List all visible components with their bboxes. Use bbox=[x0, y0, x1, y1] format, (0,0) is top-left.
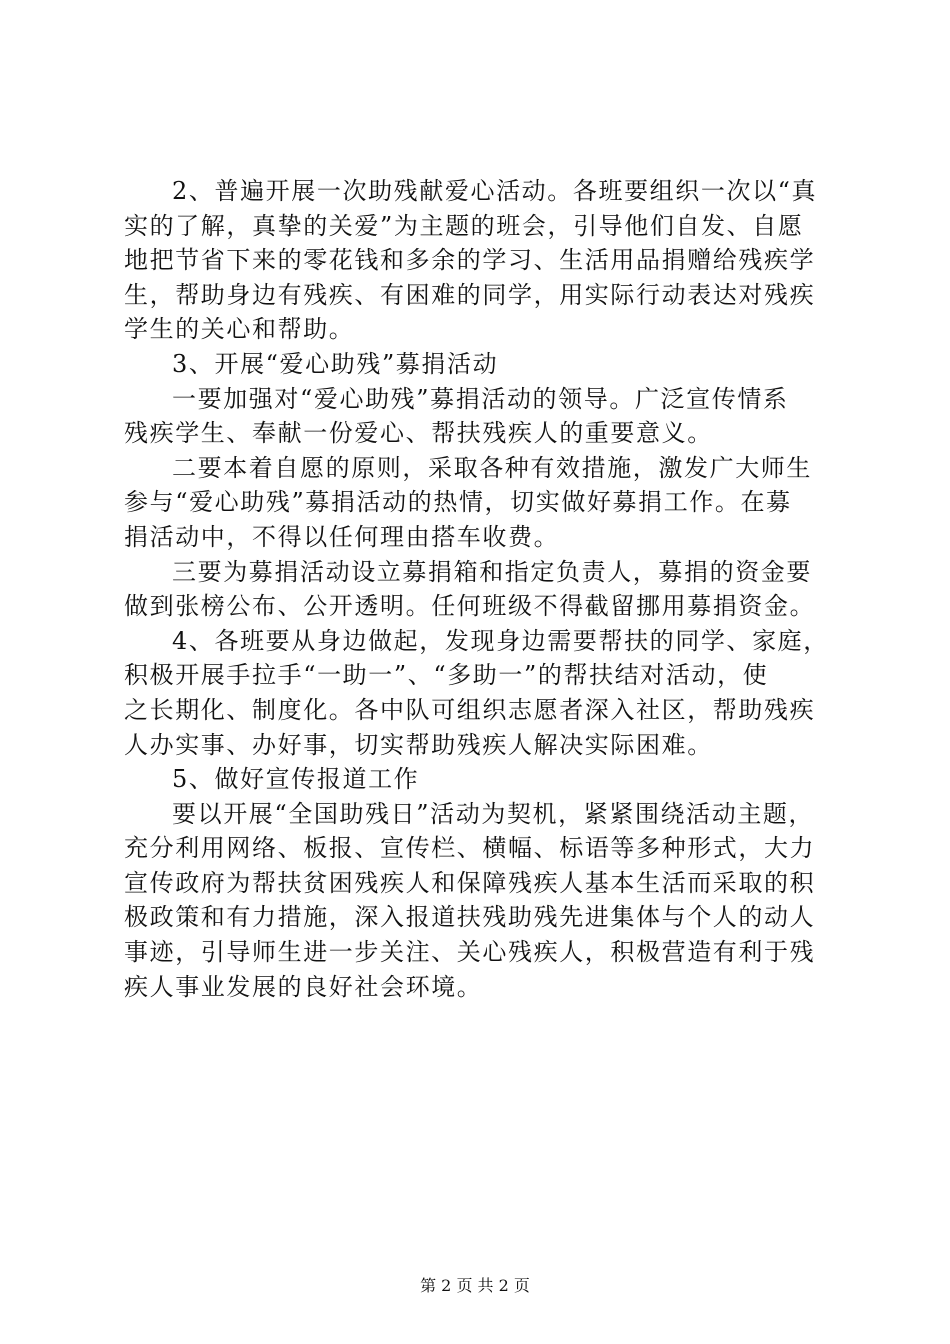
text-line: 捐活动中，不得以任何理由搭车收费。 bbox=[124, 522, 560, 551]
text-line: 实的了解，真挚的关爱”为主题的班会，引导他们自发、自愿 bbox=[124, 211, 804, 240]
text-line: 2、普遍开展一次助残献爱心活动。各班要组织一次以“真 bbox=[172, 177, 818, 205]
text-line: 要以开展“全国助残日”活动为契机，紧紧围绕活动主题， bbox=[172, 799, 815, 828]
text-line: 极政策和有力措施，深入报道扶残助残先进集体与个人的动人 bbox=[124, 903, 816, 932]
text-line: 三要为募捐活动设立募捐箱和指定负责人，募捐的资金要 bbox=[172, 557, 812, 586]
text-line: 积极开展手拉手“一助一”、“多助一”的帮扶结对活动，使 bbox=[124, 661, 769, 690]
text-line: 生，帮助身边有残疾、有困难的同学，用实际行动表达对残疾 bbox=[124, 280, 816, 309]
text-line: 地把节省下来的零花钱和多余的学习、生活用品捐赠给残疾学 bbox=[124, 246, 816, 275]
text-line: 5、做好宣传报道工作 bbox=[172, 765, 420, 794]
text-line: 学生的关心和帮助。 bbox=[124, 315, 355, 344]
text-line: 事迹，引导师生进一步关注、关心残疾人，积极营造有利于残 bbox=[124, 938, 816, 967]
text-line: 残疾学生、奉献一份爱心、帮扶残疾人的重要意义。 bbox=[124, 419, 713, 448]
text-line: 充分利用网络、板报、宣传栏、横幅、标语等多种形式，大力 bbox=[124, 834, 816, 863]
text-line: 人办实事、办好事，切实帮助残疾人解决实际困难。 bbox=[124, 730, 713, 759]
text-line: 4、各班要从身边做起，发现身边需要帮扶的同学、家庭， bbox=[172, 626, 829, 655]
body-text bbox=[124, 174, 836, 1004]
text-line: 疾人事业发展的良好社会环境。 bbox=[124, 972, 483, 1001]
text-line: 二要本着自愿的原则，采取各种有效措施，激发广大师生 bbox=[172, 453, 812, 482]
text-line: 参与“爱心助残”募捐活动的热情，切实做好募捐工作。在募 bbox=[124, 488, 792, 517]
text-line: 宣传政府为帮扶贫困残疾人和保障残疾人基本生活而采取的积 bbox=[124, 868, 816, 897]
text-line: 之长期化、制度化。各中队可组织志愿者深入社区，帮助残疾 bbox=[124, 695, 816, 724]
text-line: 3、开展“爱心助残”募捐活动 bbox=[172, 349, 499, 378]
page-footer: 第 2 页 共 2 页 bbox=[420, 1276, 530, 1295]
text-line: 做到张榜公布、公开透明。任何班级不得截留挪用募捐资金。 bbox=[124, 592, 816, 621]
text-line: 一要加强对“爱心助残”募捐活动的领导。广泛宣传情系 bbox=[172, 384, 789, 413]
